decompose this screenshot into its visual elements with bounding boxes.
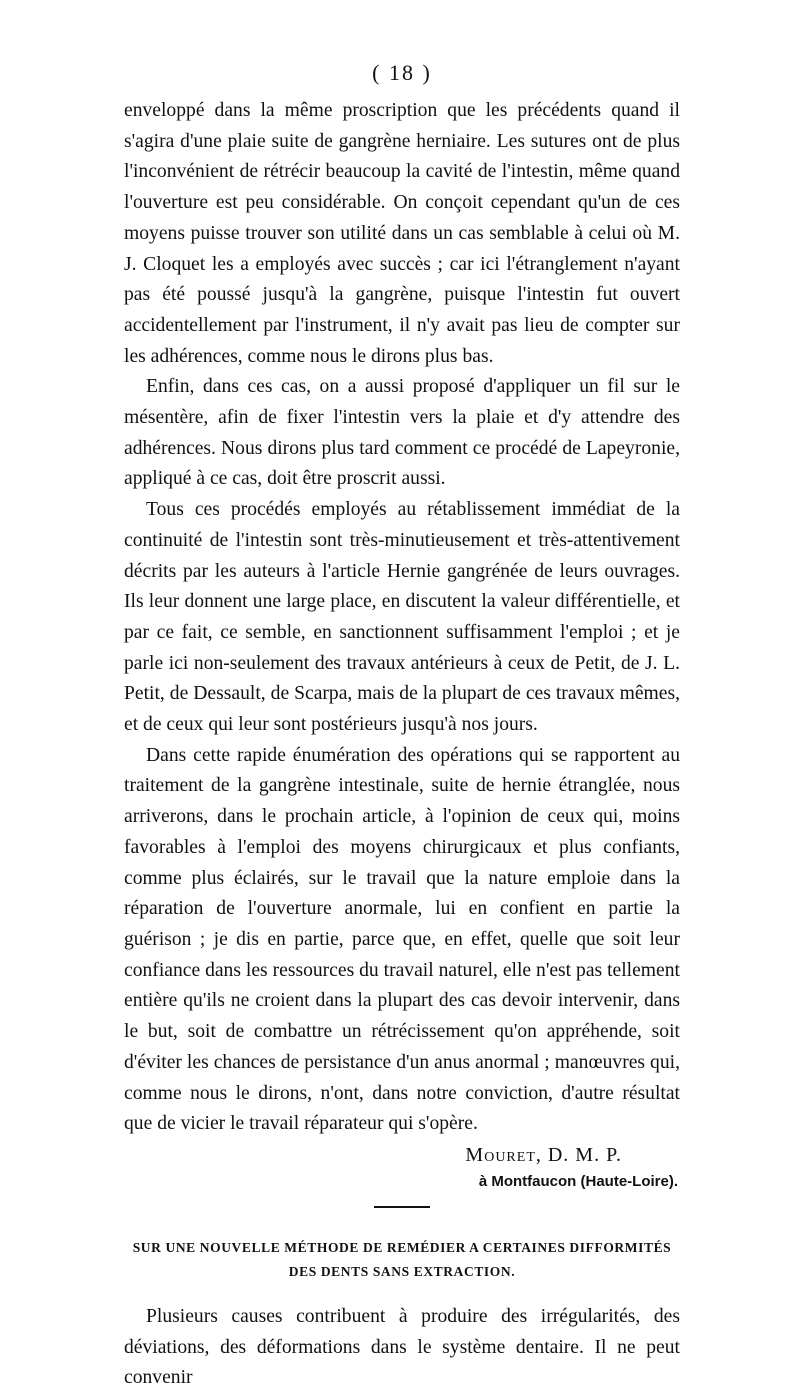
section-heading xyxy=(124,1236,680,1284)
paragraph-5: Plusieurs causes contribuent à produire des irrégularités, des déviations, des déformations dans le système dentaire. Il ne peut convenir xyxy=(124,1305,680,1389)
author-signature: Mouret, D. M. P. xyxy=(465,1143,622,1166)
section-heading-line-1: SUR UNE NOUVELLE MÉTHODE DE REMÉDIER A CERTAINES DIFFORMITÉS xyxy=(132,1239,672,1255)
section-divider xyxy=(374,1206,430,1208)
page-number: ( 18 ) xyxy=(372,60,432,85)
author-location: à Montfaucon (Haute-Loire). xyxy=(478,1172,678,1190)
document-page xyxy=(124,60,680,1394)
section-heading-line-2: DES DENTS SANS EXTRACTION. xyxy=(288,1263,516,1279)
paragraph-3: Tous ces procédés employés au rétablissement immédiat de la continuité de l'intestin sont très-minutieusement et très-attentivement décrits par les auteurs à l'article Hernie gangrénée de leurs ouvrages. Ils leur donnent une large place, en discutent la valeur différentielle, et par ce fait, ce semble, en sanctionnent suffisamment l'emploi ; et je parle ici non-seulement des travaux antérieurs à ceux de Petit, de J. L. Petit, de Dessault, de Scarpa, mais de la plupart de ces travaux mêmes, et de ceux qui leur sont postérieurs jusqu'à nos jours. xyxy=(124,499,680,736)
paragraph-2: Enfin, dans ces cas, on a aussi proposé d'appliquer un fil sur le mésentère, afin de fixer l'intestin vers la plaie et d'y attendre des adhérences. Nous dirons plus tard comment ce procédé de Lapeyronie, appliqué à ce cas, doit être proscrit aussi. xyxy=(124,376,680,490)
paragraph-1: enveloppé dans la même proscription que les précédents quand il s'agira d'une plaie suite de gangrène herniaire. Les sutures ont de plus l'inconvénient de rétrécir beaucoup la cavité de l'intestin, même quand l'ouverture est peu considérable. On conçoit cependant qu'un de ces moyens puisse trouver son utilité dans un cas semblable à celui où M. J. Cloquet les a employés avec succès ; car ici l'étranglement n'ayant pas été poussé jusqu'à la gangrène, puisque l'intestin fut ouvert accidentellement par l'instrument, il n'y avait pas lieu de compter sur les adhérences, comme nous le dirons plus bas. xyxy=(124,100,680,367)
paragraph-4: Dans cette rapide énumération des opérations qui se rapportent au traitement de la gangrène intestinale, suite de hernie étranglée, nous arriverons, dans le prochain article, à l'opinion de ceux qui, moins favorables à l'emploi des moyens chirurgicaux et plus confiants, comme plus éclairés, sur le travail que la nature emploie dans la réparation de l'ouverture anormale, lui en confient en partie la guérison ; je dis en partie, parce que, en effet, quelle que soit leur confiance dans les ressources du travail naturel, elle n'est pas tellement entière qu'ils ne croient dans la plupart des cas devoir intervenir, dans le but, soit de combattre un rétrécissement qu'on appréhende, soit d'éviter les chances de persistance d'un anus anormal ; manœuvres qui, comme nous le dirons, n'ont, dans notre conviction, d'autre résultat que de vicier le travail réparateur qui s'opère. xyxy=(124,744,680,1135)
